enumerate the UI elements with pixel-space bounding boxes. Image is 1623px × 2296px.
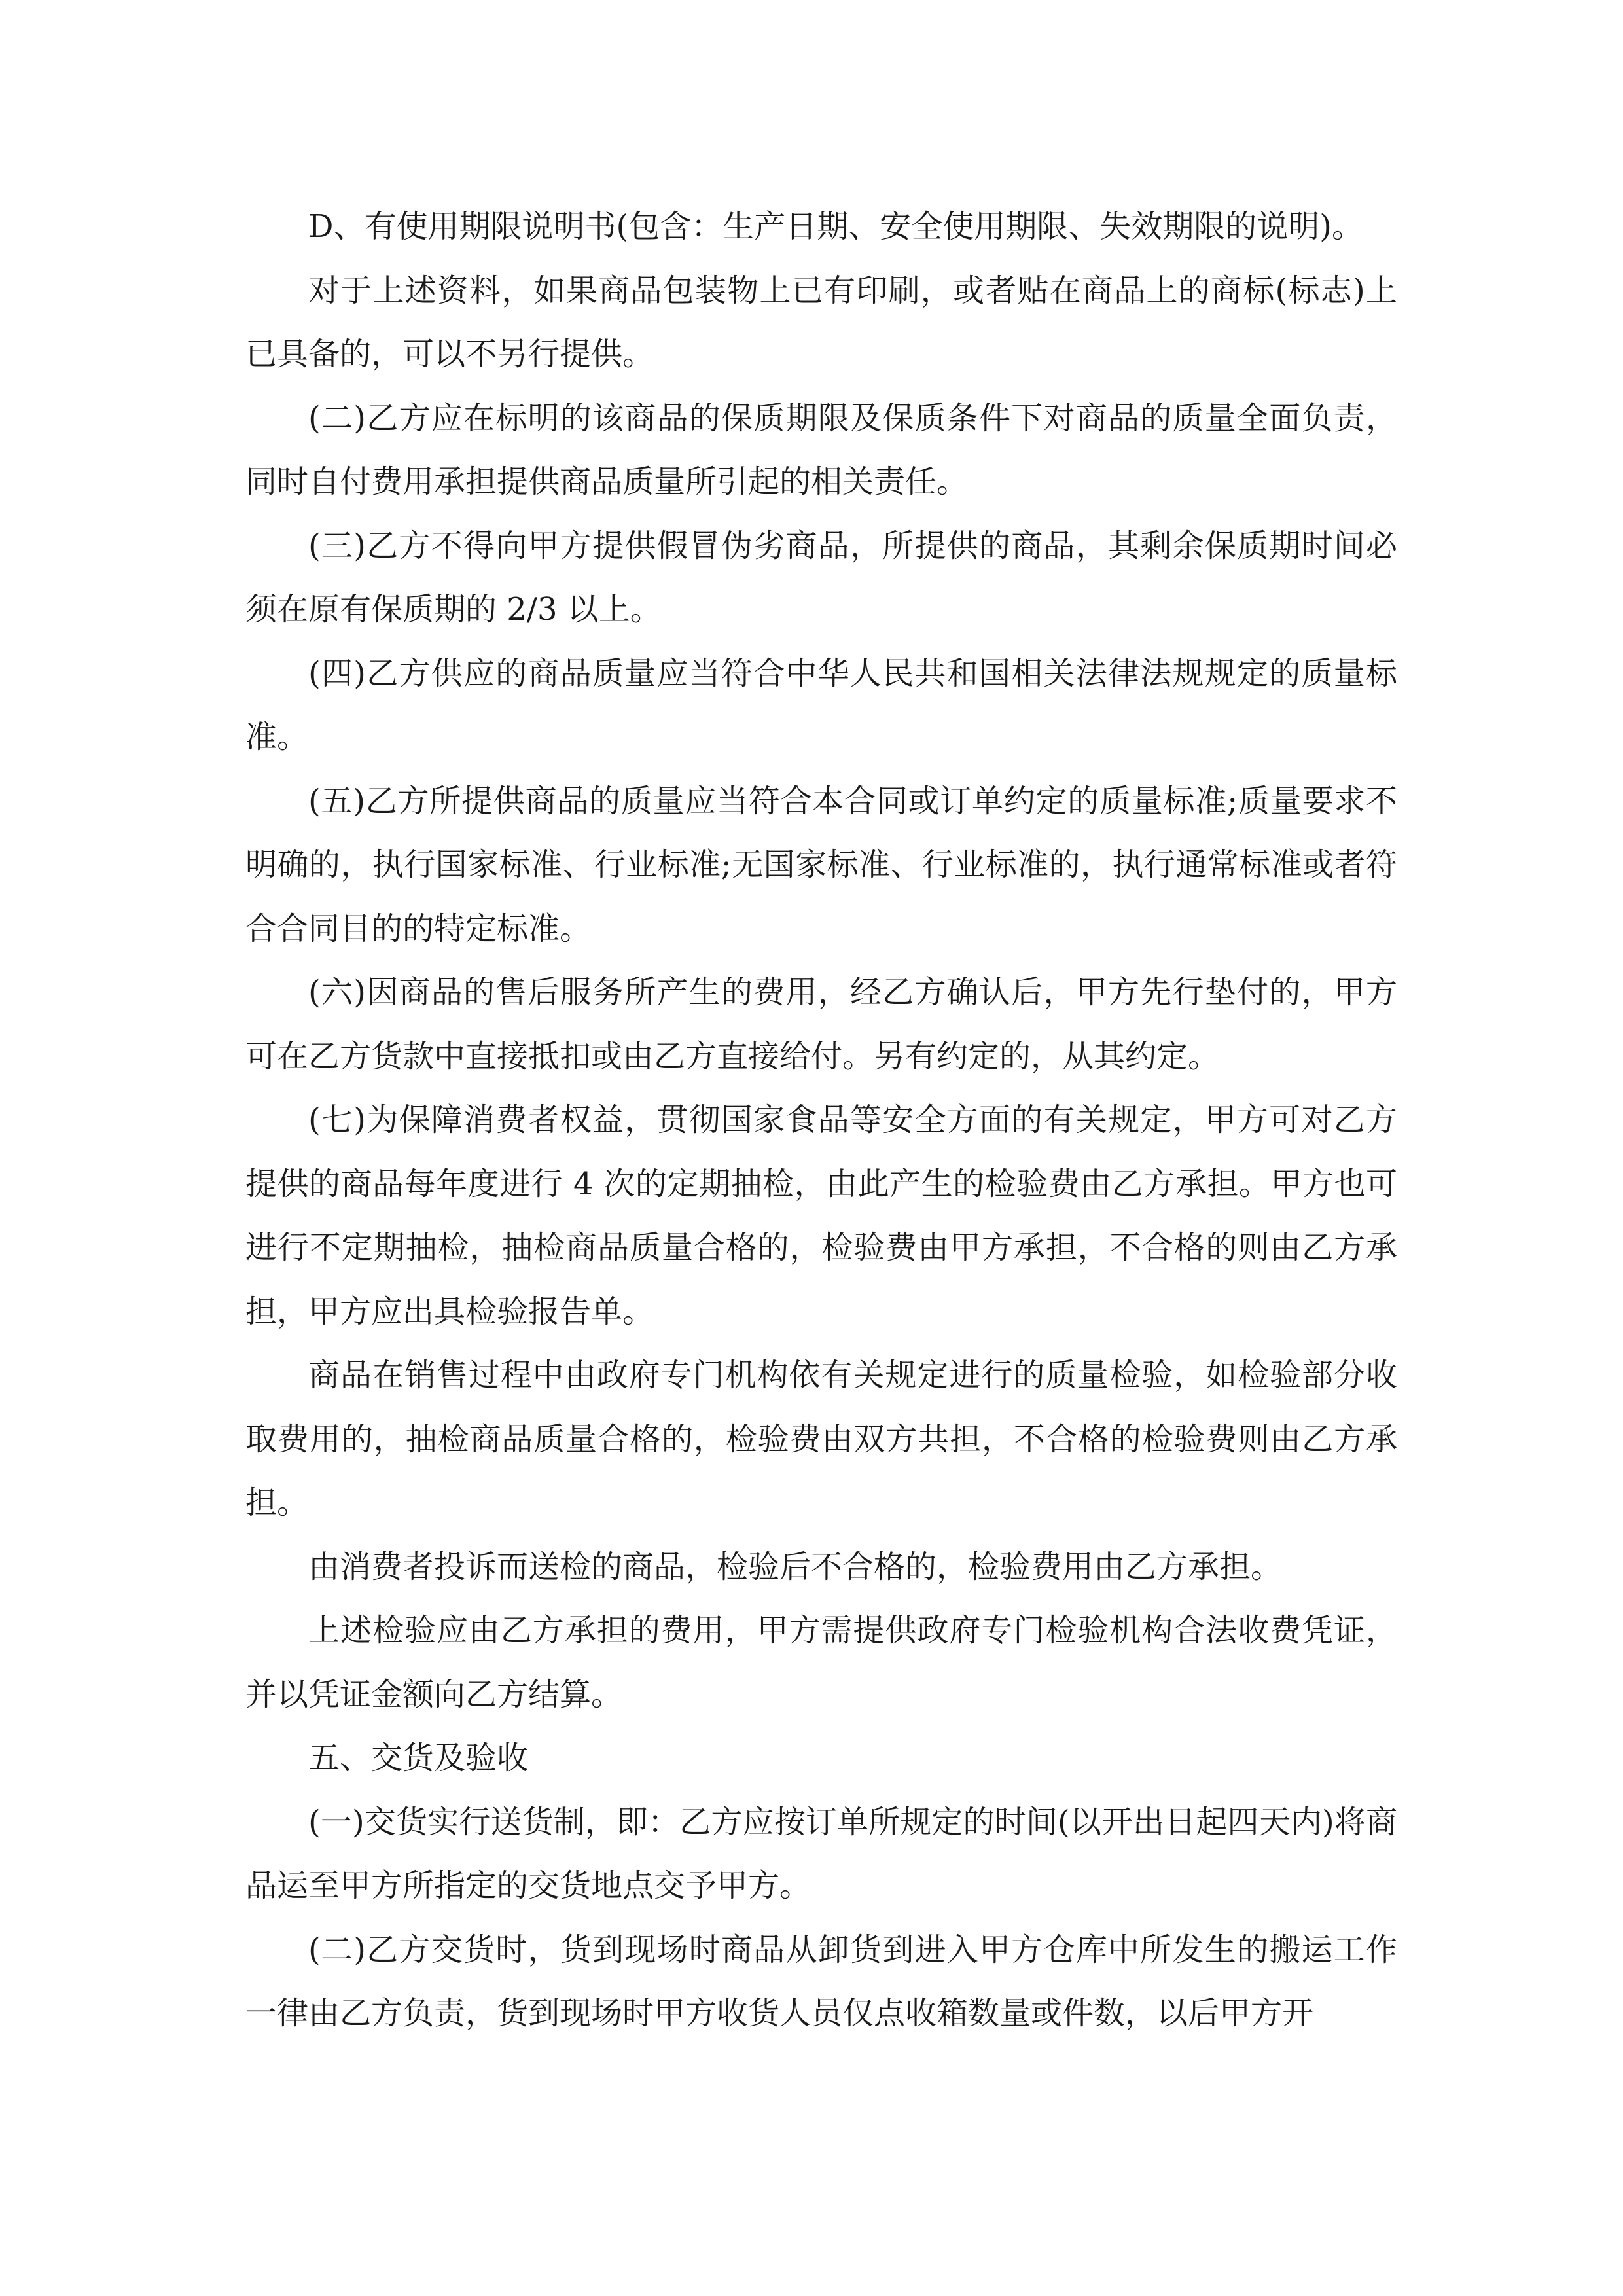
section-heading-delivery-acceptance: 五、交货及验收	[308, 1740, 529, 1776]
paragraph-clause-3-no-counterfeits: (三)乙方不得向甲方提供假冒伪劣商品，所提供的商品，其剩余保质期时间必须在原有保质期的 2/3 以上。	[245, 527, 1397, 628]
paragraph-delivery-1-delivery-system: (一)交货实行送货制，即：乙方应按订单所规定的时间(以开出日起四天内)将商品运至甲方所指定的交货地点交予甲方。	[245, 1803, 1397, 1904]
paragraph-clause-7-inspections: (七)为保障消费者权益，贯彻国家食品等安全方面的有关规定，甲方可对乙方提供的商品每年度进行 4 次的定期抽检，由此产生的检验费由乙方承担。甲方也可进行不定期抽检，抽检商品质量合格的，检验费由甲方承担，不合格的则由乙方承担，甲方应出具检验报告单。	[245, 1102, 1397, 1330]
paragraph-expiry-instructions: D、有使用期限说明书(包含：生产日期、安全使用期限、失效期限的说明)。	[308, 208, 1363, 245]
paragraph-clause-4-legal-standards: (四)乙方供应的商品质量应当符合中华人民共和国相关法律法规规定的质量标准。	[245, 655, 1397, 755]
paragraph-inspection-settlement: 上述检验应由乙方承担的费用，甲方需提供政府专门检验机构合法收费凭证，并以凭证金额向乙方结算。	[245, 1612, 1397, 1713]
paragraph-clause-5-contract-standards: (五)乙方所提供商品的质量应当符合本合同或订单约定的质量标准;质量要求不明确的，执行国家标准、行业标准;无国家标准、行业标准的，执行通常标准或者符合合同目的的特定标准。	[245, 782, 1397, 947]
paragraph-government-inspection: 商品在销售过程中由政府专门机构依有关规定进行的质量检验，如检验部分收取费用的，抽检商品质量合格的，检验费由双方共担，不合格的检验费则由乙方承担。	[245, 1357, 1397, 1521]
paragraph-materials-exemption: 对于上述资料，如果商品包装物上已有印刷，或者贴在商品上的商标(标志)上已具备的，可以不另行提供。	[245, 272, 1397, 372]
paragraph-consumer-complaint: 由消费者投诉而送检的商品，检验后不合格的，检验费用由乙方承担。	[308, 1548, 1283, 1585]
paragraph-clause-2-quality-responsibility: (二)乙方应在标明的该商品的保质期限及保质条件下对商品的质量全面负责，同时自付费用承担提供商品质量所引起的相关责任。	[245, 399, 1397, 500]
paragraph-clause-6-after-sales-costs: (六)因商品的售后服务所产生的费用，经乙方确认后，甲方先行垫付的，甲方可在乙方货款中直接抵扣或由乙方直接给付。另有约定的，从其约定。	[245, 974, 1397, 1075]
document-body	[245, 195, 1397, 2046]
paragraph-delivery-2-unloading: (二)乙方交货时，货到现场时商品从卸货到进入甲方仓库中所发生的搬运工作一律由乙方负责，货到现场时甲方收货人员仅点收箱数量或件数，以后甲方开	[245, 1931, 1397, 2032]
